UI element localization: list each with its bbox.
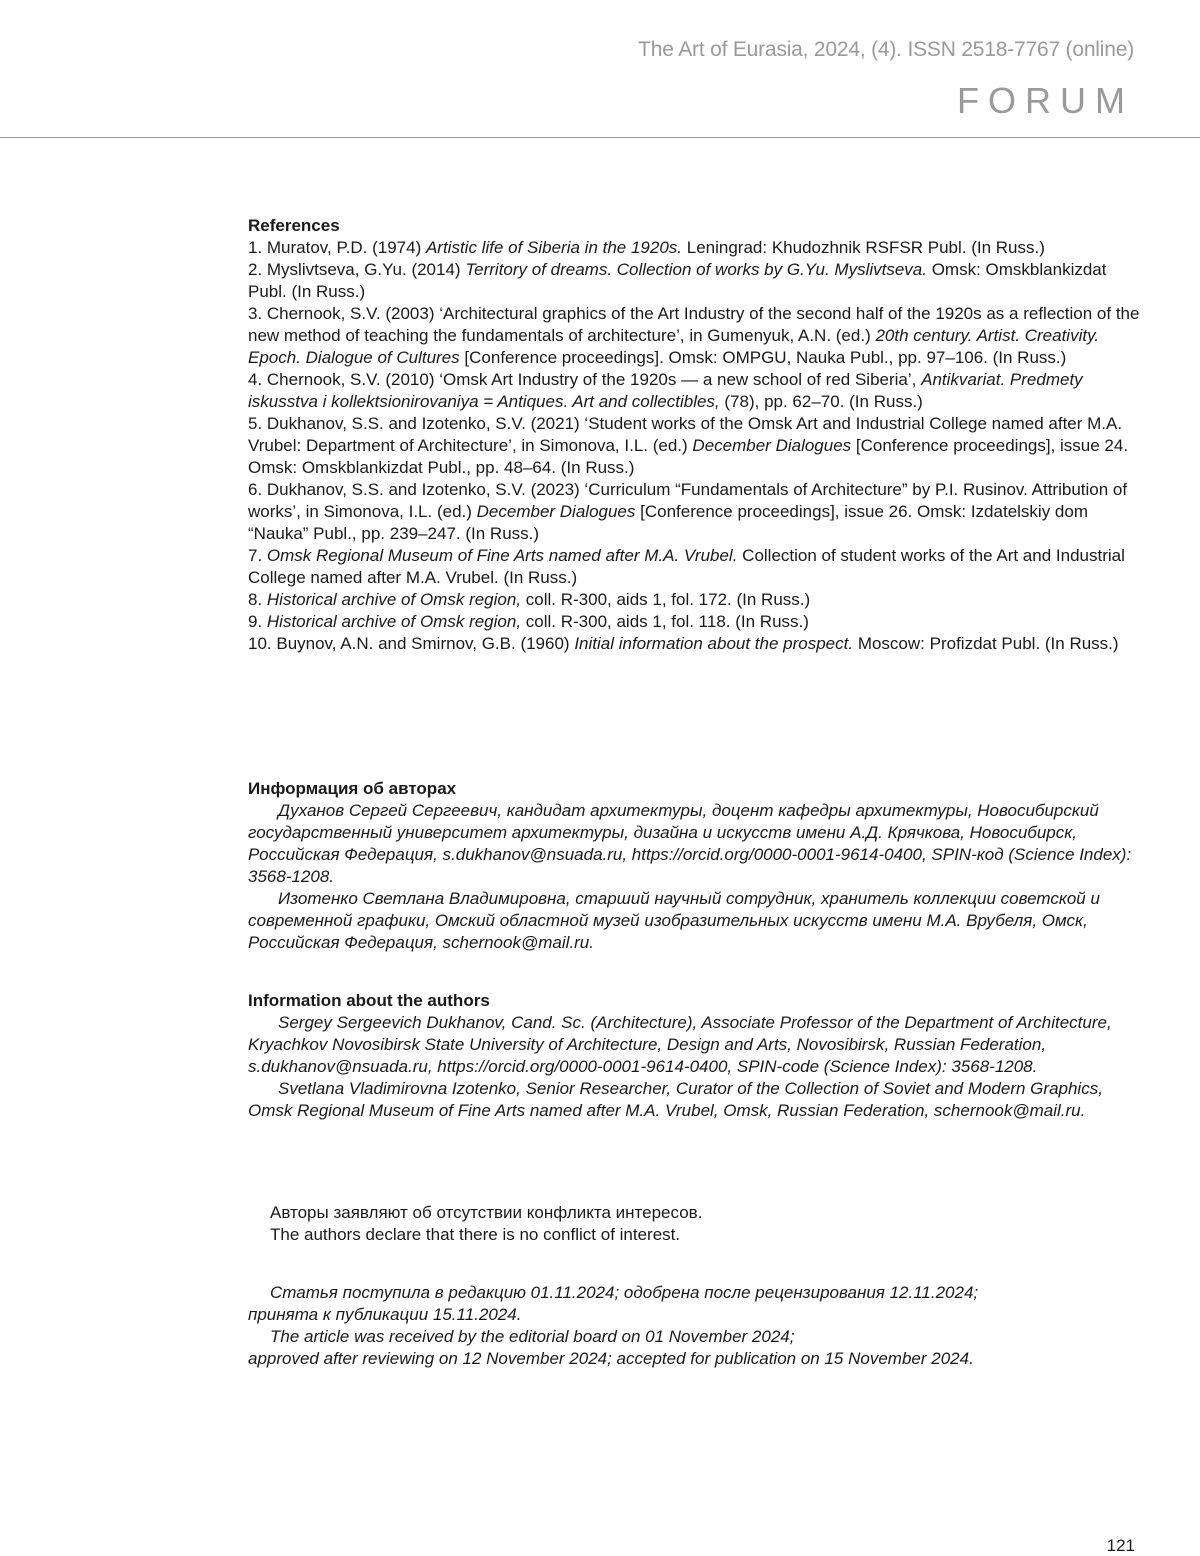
reference-item	[248, 479, 1148, 545]
dates-en-line1: The article was received by the editorial board on 01 November 2024;	[270, 1327, 795, 1346]
reference-item	[248, 303, 1148, 369]
authors-en-section	[248, 990, 1148, 1122]
reference-pre: 8.	[248, 590, 267, 609]
reference-title: December Dialogues	[692, 436, 852, 455]
journal-title: The Art of Eurasia, 2024, (4). ISSN 2518-7767 (online)	[638, 38, 1134, 61]
authors-ru-section	[248, 778, 1148, 954]
reference-item	[248, 611, 1148, 633]
reference-pre: 2. Myslivtseva, G.Yu. (2014)	[248, 260, 466, 279]
reference-pre: 3. Chernook, S.V. (2003) ‘Architectural graphics of the Art Industry of the second half of the 1920s as a reflection of the new method of teaching the fundamentals of architecture’, in Gumenyuk, A.N. (ed.)	[248, 304, 1140, 345]
author-ru-dukhanov: Духанов Сергей Сергеевич, кандидат архитектуры, доцент кафедры архитектуры, Новосибирский государственный университет архитектуры, дизайна и искусств имени А.Д. Крячкова, Новосибирск, Российская Федерация, s.dukhanov@nsuada.ru, https://orcid.org/0000-0001-9614-0400, SPIN-код (Science Index): 3568-1208.	[248, 801, 1132, 886]
reference-post: coll. R-300, aids 1, fol. 118. (In Russ.)	[521, 612, 809, 631]
reference-pre: 4. Chernook, S.V. (2010) ‘Omsk Art Industry of the 1920s — a new school of red Siberia’,	[248, 370, 922, 389]
reference-pre: 5. Dukhanov, S.S. and Izotenko, S.V. (2021) ‘Student works of the Omsk Art and Industrial College named after M.A. Vrubel: Department of Architecture’, in Simonova, I.L. (ed.)	[248, 414, 1123, 455]
conflict-en: The authors declare that there is no conflict of interest.	[270, 1225, 681, 1244]
references-section	[248, 215, 1148, 655]
reference-pre: 9.	[248, 612, 267, 631]
reference-post: Omsk: Omskblankizdat Publ. (In Russ.)	[248, 260, 1107, 301]
reference-title: Territory of dreams. Collection of works by G.Yu. Myslivtseva.	[465, 260, 927, 279]
section-title: FORUM	[957, 80, 1134, 121]
reference-title: Antikvariat. Predmety iskusstva i kollektsionirovaniya = Antiques. Art and collectibles,	[248, 370, 1083, 411]
reference-post: [Conference proceedings]. Omsk: OMPGU, Nauka Publ., pp. 97–106. (In Russ.)	[459, 348, 1067, 367]
reference-post: Leningrad: Khudozhnik RSFSR Publ. (In Russ.)	[682, 238, 1045, 257]
dates-en-line2: approved after reviewing on 12 November 2024; accepted for publication on 15 November 2024.	[248, 1349, 974, 1368]
reference-pre: 1. Muratov, P.D. (1974)	[248, 238, 426, 257]
reference-item	[248, 259, 1148, 303]
reference-title: Omsk Regional Museum of Fine Arts named after M.A. Vrubel.	[266, 546, 738, 565]
reference-item	[248, 237, 1148, 259]
reference-post: Collection of student works of the Art and Industrial College named after M.A. Vrubel. (In Russ.)	[248, 546, 1125, 587]
reference-item	[248, 369, 1148, 413]
dates-ru-line1: Статья поступила в редакцию 01.11.2024; одобрена после рецензирования 12.11.2024;	[270, 1283, 979, 1302]
reference-pre: 10. Buynov, A.N. and Smirnov, G.B. (1960)	[248, 634, 575, 653]
authors-en-heading: Information about the authors	[248, 991, 490, 1010]
reference-post: [Conference proceedings], issue 26. Omsk: Izdatelskiy dom “Nauka” Publ., pp. 239–247. (In Russ.)	[248, 502, 1088, 543]
references-heading: References	[248, 216, 340, 235]
reference-title: December Dialogues	[476, 502, 636, 521]
reference-title: Initial information about the prospect.	[574, 634, 854, 653]
reference-title: Artistic life of Siberia in the 1920s.	[425, 238, 683, 257]
reference-item	[248, 413, 1148, 479]
conflict-ru: Авторы заявляют об отсутствии конфликта интересов.	[270, 1203, 703, 1222]
author-en-dukhanov: Sergey Sergeevich Dukhanov, Cand. Sc. (Architecture), Associate Professor of the Department of Architecture, Kryachkov Novosibirsk State University of Architecture, Design and Arts, Novosibirsk, Russian Federation, s.dukhanov@nsuada.ru, https://orcid.org/0000-0001-9614-0400, SPIN-code (Science Index): 3568-1208.	[248, 1013, 1112, 1076]
reference-post: coll. R-300, aids 1, fol. 172. (In Russ.)	[521, 590, 811, 609]
reference-item	[248, 633, 1148, 655]
author-ru-izotenko: Изотенко Светлана Владимировна, старший научный сотрудник, хранитель коллекции советской и современной графики, Омский областной музей изобразительных искусств имени М.А. Врубеля, Омск, Российская Федерация, schernook@mail.ru.	[248, 889, 1100, 952]
article-dates	[248, 1282, 1148, 1370]
header-divider	[0, 137, 1200, 138]
reference-post: [Conference proceedings], issue 24. Omsk: Omskblankizdat Publ., pp. 48–64. (In Russ.)	[248, 436, 1129, 477]
dates-ru-line2: принята к публикации 15.11.2024.	[248, 1305, 522, 1324]
reference-title: 20th century. Artist. Creativity. Epoch. Dialogue of Cultures	[248, 326, 1100, 367]
reference-item	[248, 589, 1148, 611]
reference-pre: 7.	[248, 546, 267, 565]
reference-post: Moscow: Profizdat Publ. (In Russ.)	[853, 634, 1119, 653]
reference-post: (78), pp. 62–70. (In Russ.)	[719, 392, 923, 411]
conflict-statement	[248, 1202, 1148, 1246]
page-number: 121	[1106, 1536, 1135, 1555]
authors-ru-heading: Информация об авторах	[248, 779, 457, 798]
reference-list	[248, 237, 1148, 655]
author-en-izotenko: Svetlana Vladimirovna Izotenko, Senior Researcher, Curator of the Collection of Soviet and Modern Graphics, Omsk Regional Museum of Fine Arts named after M.A. Vrubel, Omsk, Russian Federation, schernook@mail.ru.	[248, 1079, 1103, 1120]
reference-pre: 6. Dukhanov, S.S. and Izotenko, S.V. (2023) ‘Curriculum “Fundamentals of Architecture” by P.I. Rusinov. Attribution of works’, in Simonova, I.L. (ed.)	[248, 480, 1128, 521]
reference-title: Historical archive of Omsk region,	[266, 590, 522, 609]
reference-title: Historical archive of Omsk region,	[266, 612, 522, 631]
reference-item	[248, 545, 1148, 589]
